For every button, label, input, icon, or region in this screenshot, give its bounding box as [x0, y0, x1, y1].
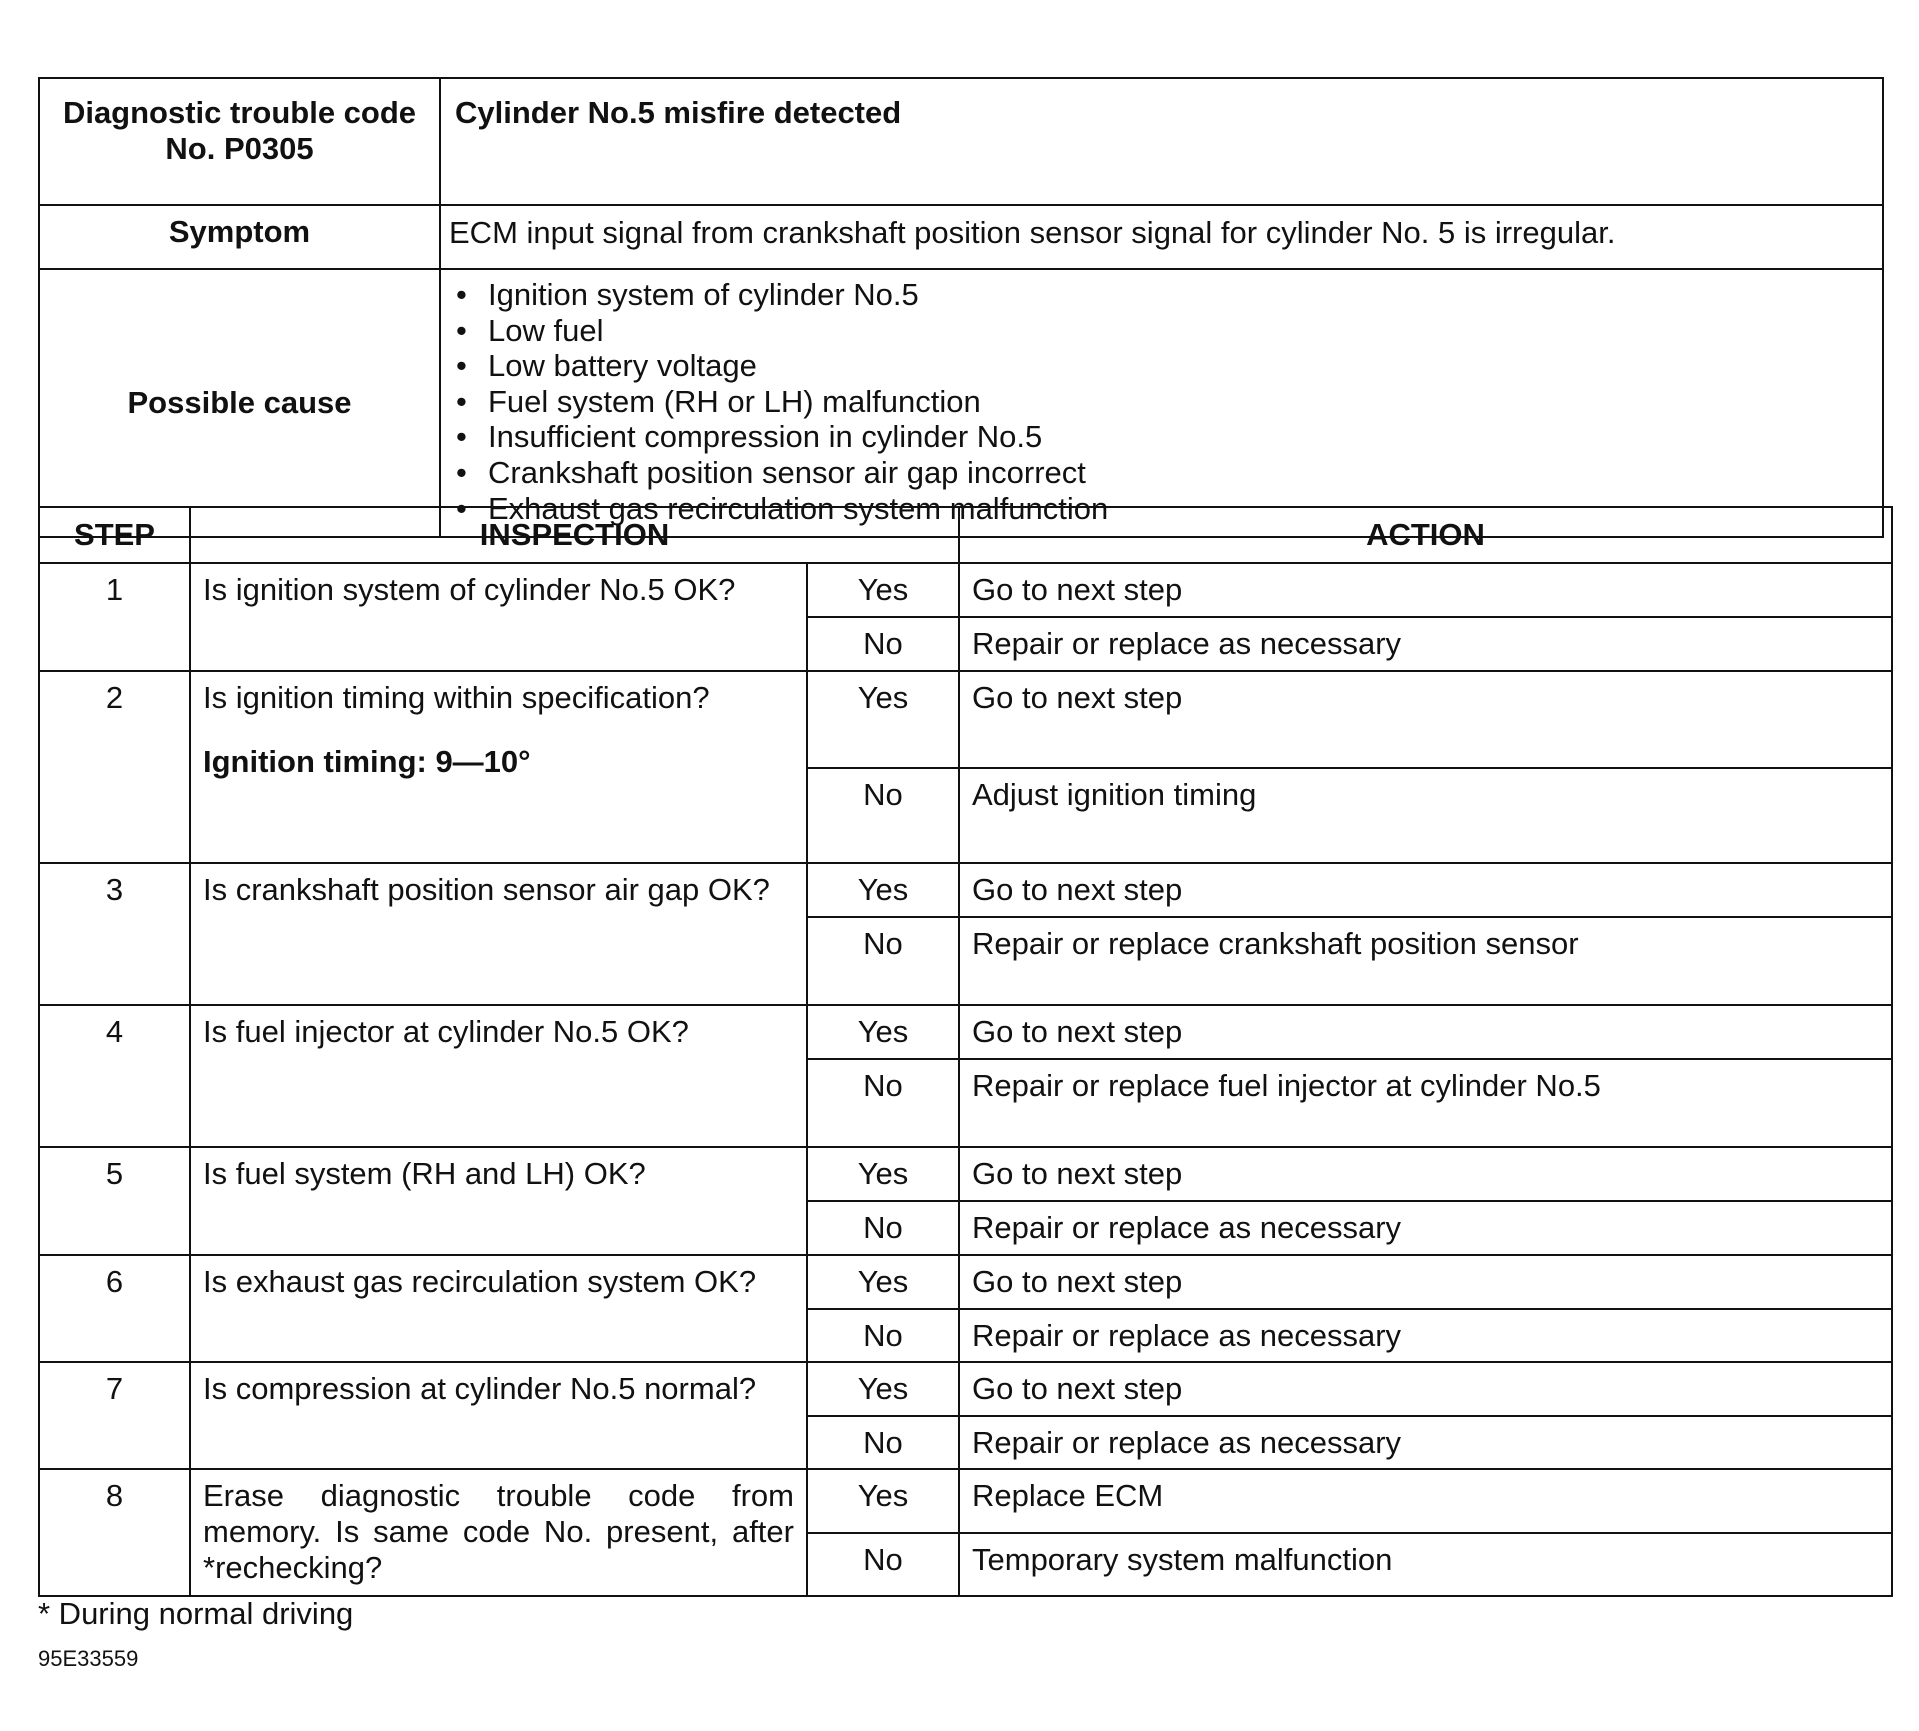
inspection-text: Is exhaust gas recirculation system OK?	[190, 1255, 807, 1362]
no-action: Adjust ignition timing	[959, 768, 1892, 863]
yes-action: Replace ECM	[959, 1469, 1892, 1533]
yes-label: Yes	[807, 671, 959, 768]
no-action: Repair or replace as necessary	[959, 1309, 1892, 1362]
dtc-row	[39, 78, 1883, 205]
no-label: No	[807, 1059, 959, 1147]
dtc-label: Diagnostic trouble code No. P0305	[39, 78, 440, 205]
yes-label: Yes	[807, 1362, 959, 1416]
yes-label: Yes	[807, 863, 959, 917]
yes-action: Go to next step	[959, 1255, 1892, 1309]
cause-item: • Low battery voltage	[456, 348, 1881, 384]
inspection-text: Is fuel system (RH and LH) OK?	[190, 1147, 807, 1255]
step-number: 6	[39, 1255, 190, 1362]
cause-item: • Low fuel	[456, 313, 1881, 349]
step-number: 3	[39, 863, 190, 1005]
no-label: No	[807, 768, 959, 863]
inspection-text: Is fuel injector at cylinder No.5 OK?	[190, 1005, 807, 1147]
cause-item: • Insufficient compression in cylinder No.5	[456, 419, 1881, 455]
no-action: Repair or replace as necessary	[959, 1416, 1892, 1469]
inspection-steps-table	[38, 506, 1893, 1597]
symptom-value: ECM input signal from crankshaft position sensor signal for cylinder No. 5 is irregular.	[440, 205, 1883, 269]
inspection-text: Is ignition system of cylinder No.5 OK?	[190, 563, 807, 671]
yes-action: Go to next step	[959, 863, 1892, 917]
inspection-cell	[190, 671, 807, 863]
yes-label: Yes	[807, 1147, 959, 1201]
symptom-label: Symptom	[39, 205, 440, 269]
inspection-text: Erase diagnostic trouble code from memory. Is same code No. present, after *rechecking?	[190, 1469, 807, 1596]
no-label: No	[807, 617, 959, 671]
possible-cause-list	[442, 271, 1881, 526]
cause-item: • Ignition system of cylinder No.5	[456, 277, 1881, 313]
footnote: * During normal driving	[38, 1596, 354, 1631]
step-number: 2	[39, 671, 190, 863]
table-row	[39, 1147, 1892, 1201]
table-row	[39, 671, 1892, 768]
cause-item: • Exhaust gas recirculation system malfunction	[456, 491, 1881, 527]
inspection-text: Is crankshaft position sensor air gap OK?	[190, 863, 807, 1005]
cause-item: • Fuel system (RH or LH) malfunction	[456, 384, 1881, 420]
no-action: Repair or replace crankshaft position sensor	[959, 917, 1892, 1005]
yes-label: Yes	[807, 1255, 959, 1309]
yes-label: Yes	[807, 1469, 959, 1533]
inspection-text: Is compression at cylinder No.5 normal?	[190, 1362, 807, 1469]
document-code: 95E33559	[38, 1646, 139, 1671]
no-label: No	[807, 1533, 959, 1596]
table-header-row	[39, 507, 1892, 563]
possible-cause-row	[39, 269, 1883, 537]
yes-action: Go to next step	[959, 1005, 1892, 1059]
no-action: Repair or replace fuel injector at cylinder No.5	[959, 1059, 1892, 1147]
step-number: 1	[39, 563, 190, 671]
dtc-value: Cylinder No.5 misfire detected	[440, 78, 1883, 205]
no-action: Temporary system malfunction	[959, 1533, 1892, 1596]
no-action: Repair or replace as necessary	[959, 1201, 1892, 1255]
inspection-text: Is ignition timing within specification?	[203, 680, 710, 715]
step-number: 5	[39, 1147, 190, 1255]
yes-label: Yes	[807, 563, 959, 617]
no-action: Repair or replace as necessary	[959, 617, 1892, 671]
table-row	[39, 1005, 1892, 1059]
yes-action: Go to next step	[959, 1147, 1892, 1201]
no-label: No	[807, 1201, 959, 1255]
column-header-step: STEP	[39, 507, 190, 563]
possible-cause-cell	[440, 269, 1883, 537]
dtc-header-table	[38, 77, 1884, 538]
table-row	[39, 1469, 1892, 1533]
cause-item: • Crankshaft position sensor air gap incorrect	[456, 455, 1881, 491]
step-number: 4	[39, 1005, 190, 1147]
table-row	[39, 863, 1892, 917]
symptom-row	[39, 205, 1883, 269]
yes-label: Yes	[807, 1005, 959, 1059]
yes-action: Go to next step	[959, 563, 1892, 617]
possible-cause-label: Possible cause	[39, 269, 440, 537]
ignition-timing-spec: Ignition timing: 9—10°	[203, 744, 531, 779]
table-row	[39, 1255, 1892, 1309]
step-number: 7	[39, 1362, 190, 1469]
table-row	[39, 1362, 1892, 1416]
yes-action: Go to next step	[959, 1362, 1892, 1416]
yes-action: Go to next step	[959, 671, 1892, 768]
no-label: No	[807, 1309, 959, 1362]
no-label: No	[807, 917, 959, 1005]
column-header-inspection: INSPECTION	[190, 507, 959, 563]
step-number: 8	[39, 1469, 190, 1596]
table-row	[39, 563, 1892, 617]
no-label: No	[807, 1416, 959, 1469]
column-header-action: ACTION	[959, 507, 1892, 563]
